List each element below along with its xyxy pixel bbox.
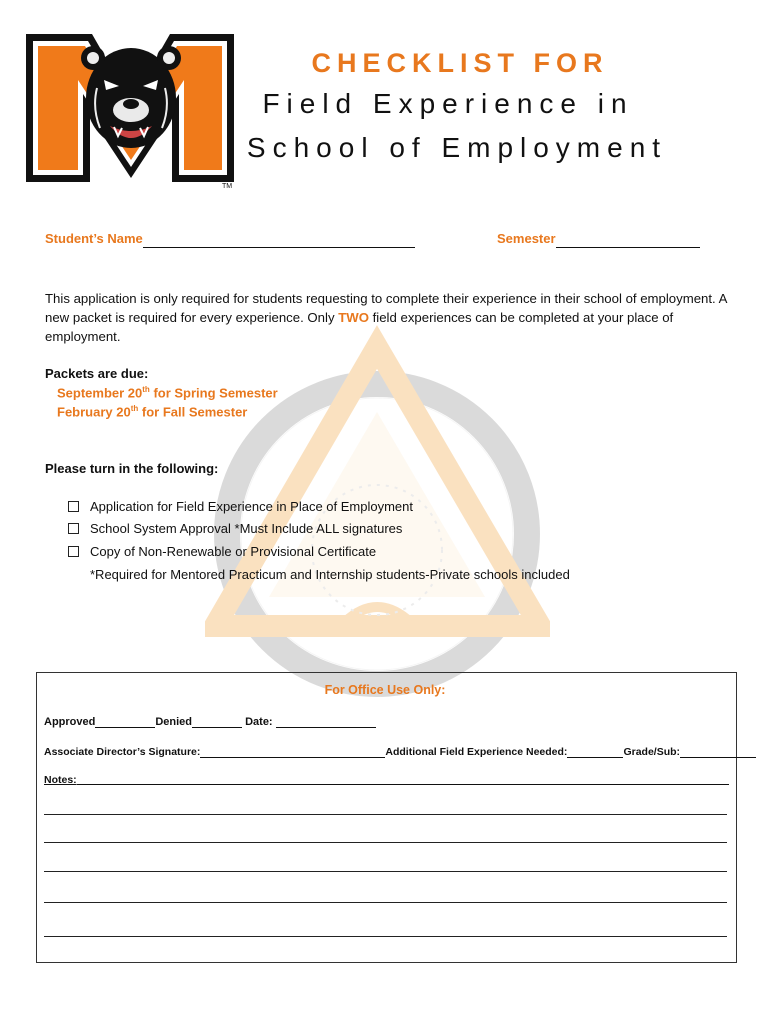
- semester-label: Semester: [497, 231, 556, 246]
- approved-label: Approved: [44, 716, 96, 728]
- semester-field[interactable]: [556, 233, 700, 248]
- checkbox[interactable]: [68, 523, 79, 534]
- student-name-label: Student’s Name: [45, 231, 143, 246]
- fall-due: February 20th for Fall Semester: [57, 404, 248, 420]
- notes-line[interactable]: [44, 814, 727, 815]
- checklist-item: Copy of Non-Renewable or Provisional Certificate: [68, 544, 376, 559]
- notes-label: Notes:: [44, 774, 77, 786]
- intro-text-2: field experiences can be completed at your place of employment.: [45, 310, 674, 344]
- notes-field[interactable]: [77, 774, 729, 785]
- notes-line[interactable]: [44, 902, 727, 903]
- intro-highlight: TWO: [338, 310, 369, 325]
- approval-row: [44, 716, 376, 728]
- university-logo: [22, 28, 240, 194]
- approved-field[interactable]: [95, 716, 155, 728]
- title-line-1: CHECKLIST FOR: [311, 48, 609, 78]
- denied-label: Denied: [155, 716, 193, 728]
- intro-text-1: This application is only required for students requesting to complete their experience in their school of employment. A new packet is required for every experience. Only: [45, 291, 727, 325]
- assoc-sig-field[interactable]: [200, 747, 385, 758]
- checklist-item: Application for Field Experience in Place of Employment: [68, 499, 413, 514]
- denied-field[interactable]: [192, 716, 242, 728]
- checklist-heading: Please turn in the following:: [45, 461, 219, 476]
- bear-head-icon: [81, 46, 181, 148]
- spring-due: September 20th for Spring Semester: [57, 385, 278, 401]
- student-name-field[interactable]: [143, 233, 415, 248]
- notes-line[interactable]: [44, 871, 727, 872]
- signature-row: [44, 746, 756, 758]
- grade-label: Grade/Sub:: [623, 746, 681, 758]
- checkbox[interactable]: [68, 546, 79, 557]
- intro-paragraph: [45, 289, 735, 346]
- trademark-mark: TM: [222, 183, 233, 190]
- checklist-item: School System Approval *Must Include ALL signatures: [68, 521, 402, 536]
- student-name-row: [45, 230, 415, 248]
- due-heading: Packets are due:: [45, 366, 149, 381]
- notes-line[interactable]: [44, 936, 727, 937]
- date-label: Date:: [245, 716, 273, 728]
- additional-label: Additional Field Experience Needed:: [385, 746, 568, 758]
- additional-field[interactable]: [567, 747, 623, 758]
- notes-line[interactable]: [44, 842, 727, 843]
- notes-row: [44, 774, 729, 786]
- assoc-sig-label: Associate Director’s Signature:: [44, 746, 201, 758]
- grade-field[interactable]: [680, 747, 756, 758]
- checkbox[interactable]: [68, 501, 79, 512]
- checklist-note: *Required for Mentored Practicum and Internship students-Private schools included: [90, 567, 570, 582]
- title-line-2: Field Experience in: [262, 88, 634, 119]
- office-use-title: For Office Use Only:: [324, 683, 446, 697]
- semester-row: [497, 230, 700, 248]
- watermark-seal: [205, 322, 550, 707]
- date-field[interactable]: [276, 716, 376, 728]
- title-line-3: School of Employment: [246, 132, 668, 163]
